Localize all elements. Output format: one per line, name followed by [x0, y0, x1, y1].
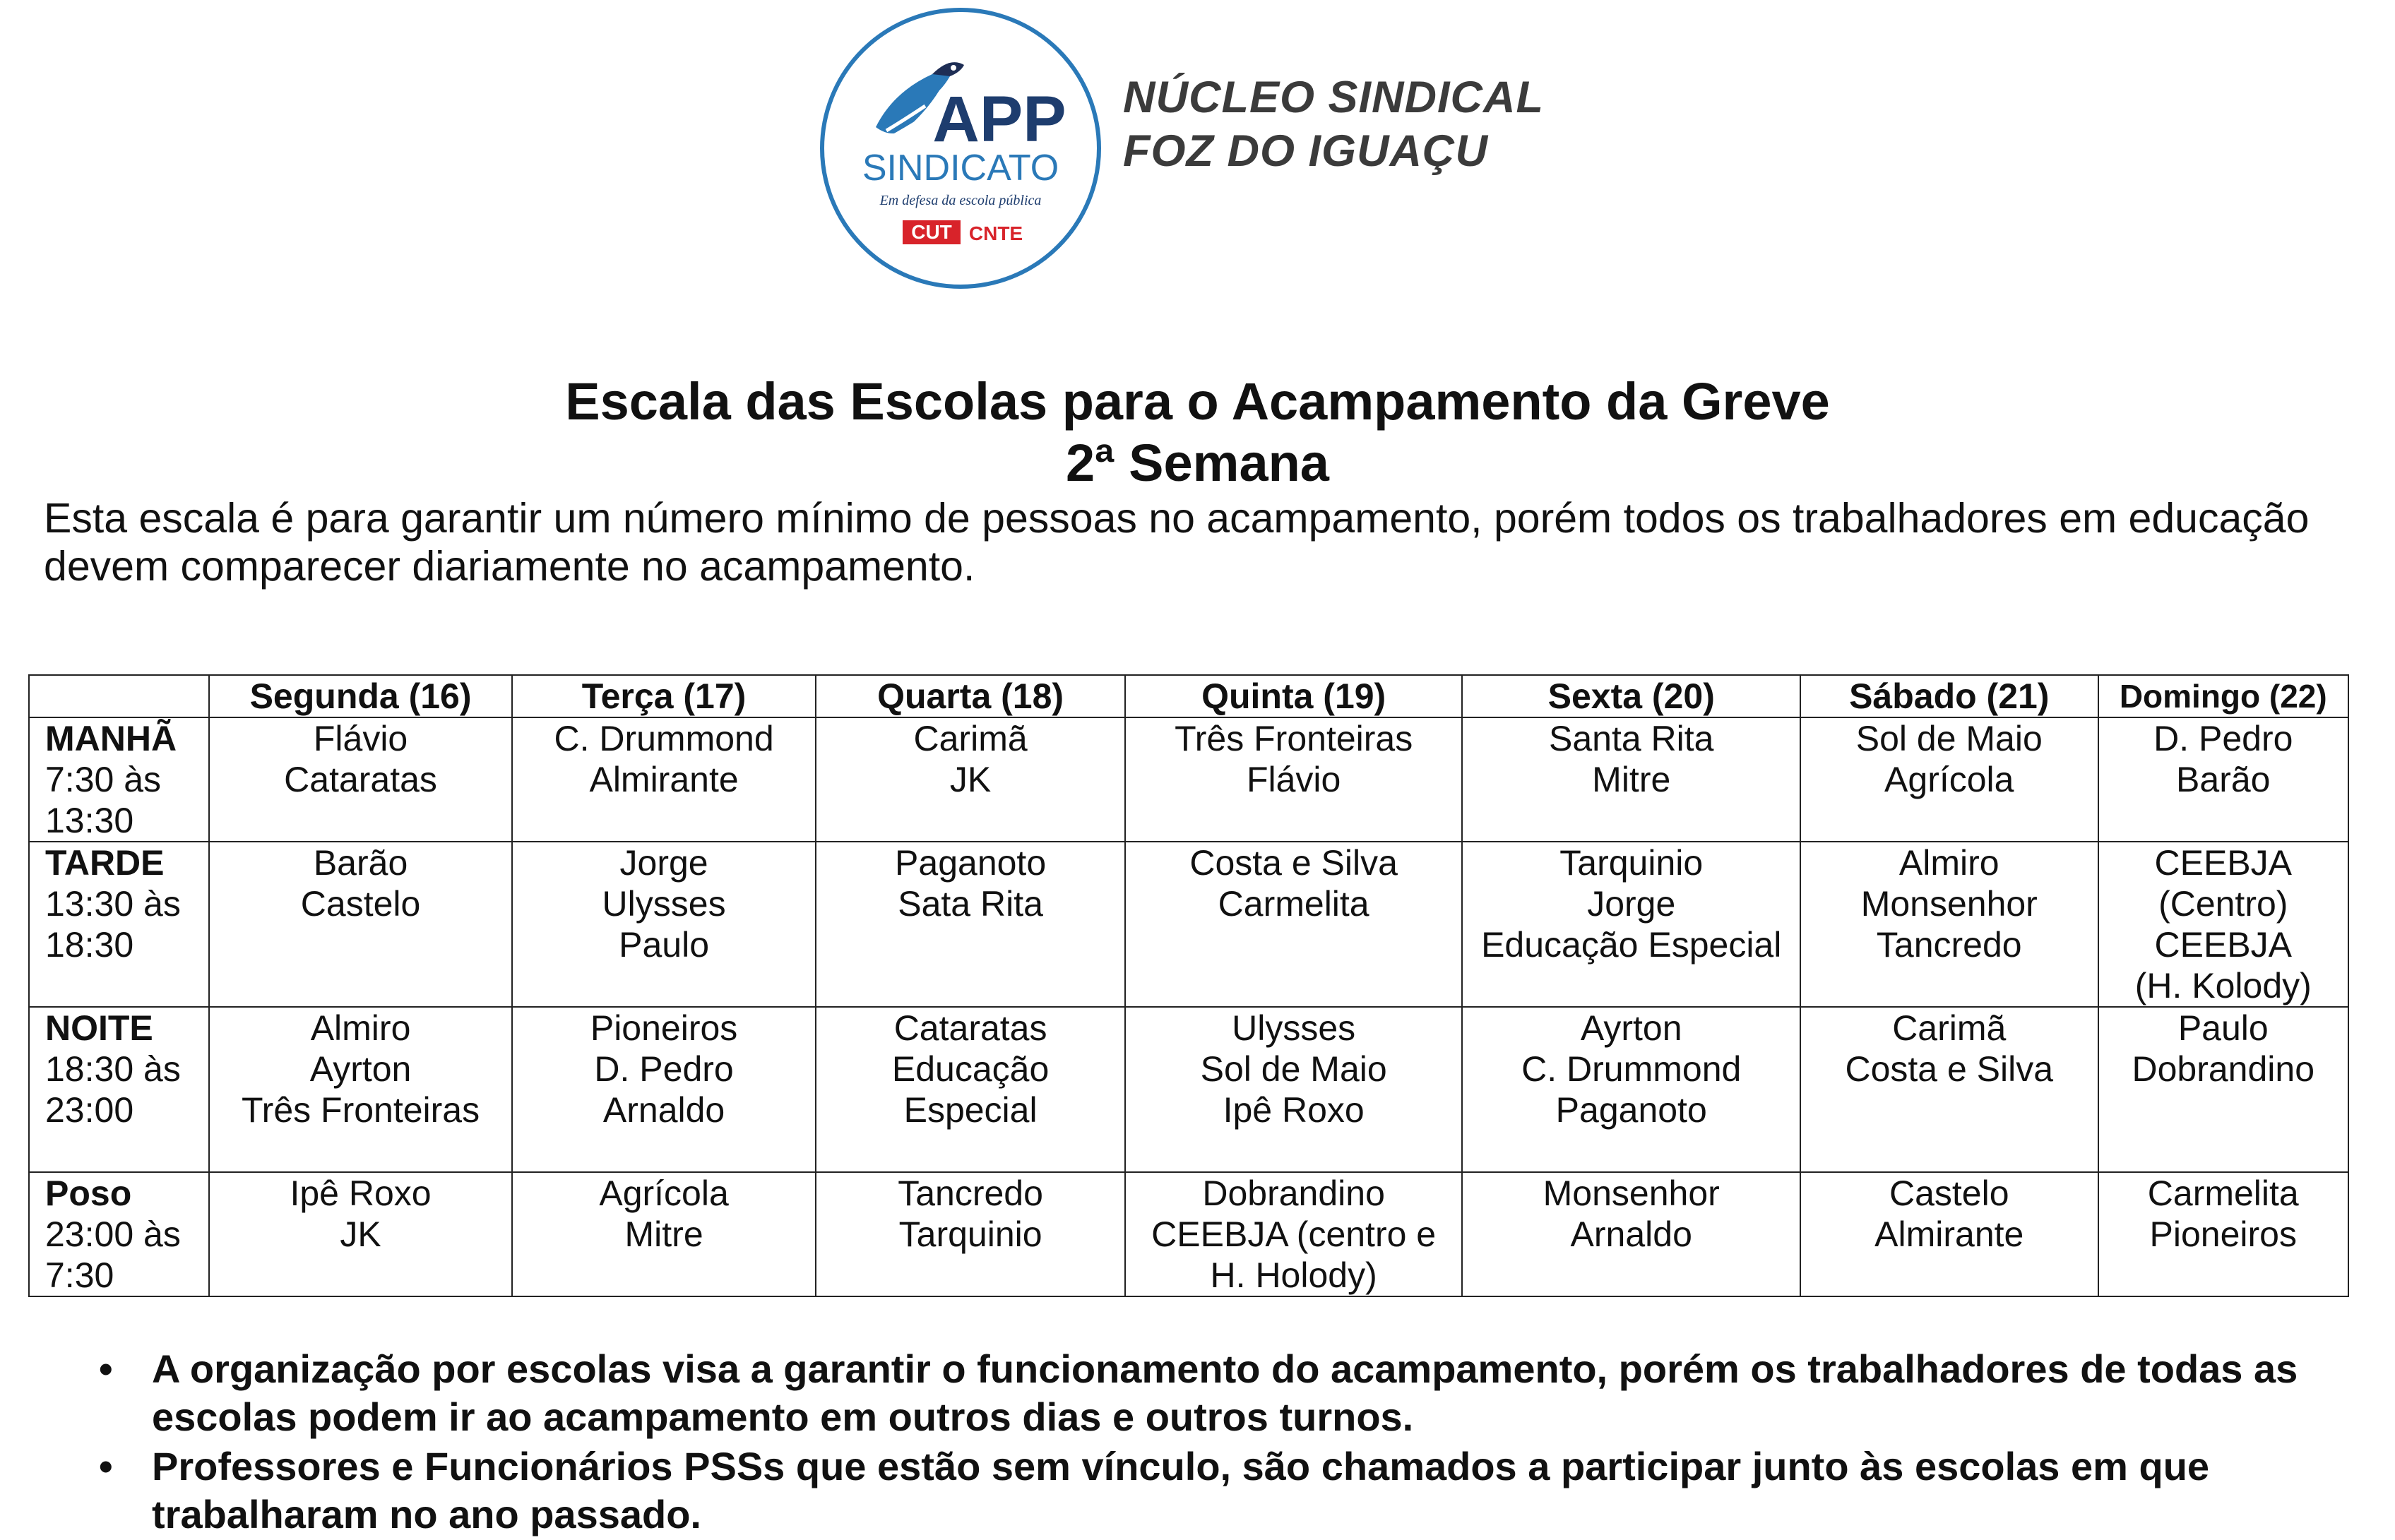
school-name: Almirante [1874, 1214, 2024, 1254]
schedule-cell [209, 842, 512, 1007]
shift-time: 7:30 [45, 1255, 114, 1295]
schedule-cell [816, 1007, 1125, 1172]
school-name: JK [949, 760, 992, 799]
schedule-cell [209, 1007, 512, 1172]
schedule-cell [209, 717, 512, 842]
cut-badge-text: CUT [911, 221, 952, 243]
day-header: Domingo (22) [2098, 675, 2348, 717]
list-item [99, 1443, 2359, 1539]
school-name: Sata Rita [898, 884, 1043, 924]
schedule-cell [2098, 1172, 2348, 1296]
note-text: Professores e Funcionários PSSs que estão sem vínculo, são chamados a participar junto às escolas em que trabalharam no ano passado. [152, 1444, 2210, 1536]
school-name: D. Pedro [2153, 719, 2293, 758]
schedule-cell [2098, 842, 2348, 1007]
school-name: Santa Rita [1548, 719, 1714, 758]
school-name: Barão [313, 843, 408, 883]
school-name: Ulysses [1232, 1008, 1356, 1048]
school-name: Flávio [1246, 760, 1341, 799]
shift-time: 18:30 [45, 925, 134, 965]
shift-name: NOITE [45, 1008, 153, 1048]
shift-cell [29, 842, 209, 1007]
day-header: Quinta (19) [1125, 675, 1463, 717]
school-name: Carimã [1892, 1008, 2007, 1048]
union-name [1123, 71, 1544, 178]
notes-list [99, 1345, 2359, 1540]
school-name: Educação [891, 1049, 1050, 1089]
shift-name: Poso [45, 1174, 132, 1213]
union-name-line1: NÚCLEO SINDICAL [1123, 73, 1544, 122]
school-name: JK [340, 1214, 381, 1254]
page-header [812, 0, 1589, 304]
school-name: Três Fronteiras [242, 1090, 480, 1130]
school-name: Tancredo [898, 1174, 1043, 1213]
school-name: Três Fronteiras [1175, 719, 1413, 758]
school-name: Castelo [1889, 1174, 2009, 1213]
school-name: Jorge [619, 843, 708, 883]
shift-time: 18:30 às [45, 1049, 181, 1089]
day-header: Segunda (16) [209, 675, 512, 717]
school-name: Mitre [1592, 760, 1671, 799]
school-name: Ipê Roxo [290, 1174, 432, 1213]
shift-time: 23:00 [45, 1090, 134, 1130]
school-name: D. Pedro [594, 1049, 734, 1089]
table-corner-cell [29, 675, 209, 717]
schedule-cell [1125, 1007, 1463, 1172]
logo-main-text: APP [932, 83, 1066, 155]
school-name: Almiro [310, 1008, 411, 1048]
schedule-cell [1462, 1172, 1800, 1296]
note-text: A organização por escolas visa a garantir o funcionamento do acampamento, porém os trabalhadores de todas as escolas podem ir ao acampamento em outros dias e outros turnos. [152, 1347, 2298, 1439]
schedule-cell [816, 842, 1125, 1007]
shift-cell [29, 1007, 209, 1172]
school-name: Flávio [313, 719, 408, 758]
schedule-cell [512, 717, 816, 842]
schedule-cell [512, 1007, 816, 1172]
logo-tagline: Em defesa da escola pública [879, 193, 1042, 208]
school-name: Pioneiros [2149, 1214, 2297, 1254]
school-name: Agrícola [1884, 760, 2014, 799]
shift-time: 7:30 às [45, 760, 162, 799]
day-header: Sábado (21) [1800, 675, 2098, 717]
table-row [29, 842, 2348, 1007]
school-name: CEEBJA [2154, 925, 2293, 965]
schedule-cell [1462, 1007, 1800, 1172]
school-name: Educação Especial [1481, 925, 1782, 965]
school-name: Almirante [589, 760, 739, 799]
school-name: Almiro [1898, 843, 1999, 883]
school-name: Cataratas [284, 760, 437, 799]
schedule-cell [816, 717, 1125, 842]
schedule-cell [1125, 717, 1463, 842]
school-name: Tarquinio [1559, 843, 1704, 883]
school-name: Monsenhor [1860, 884, 2038, 924]
school-name: Paganoto [895, 843, 1047, 883]
schedule-cell [1462, 842, 1800, 1007]
school-name: Carimã [913, 719, 1028, 758]
school-name: Ipê Roxo [1223, 1090, 1365, 1130]
schedule-cell [1800, 1007, 2098, 1172]
schedule-cell [2098, 1007, 2348, 1172]
school-name: Tancredo [1876, 925, 2022, 965]
shift-time: 13:30 [45, 801, 134, 840]
schedule-cell [816, 1172, 1125, 1296]
school-name: Monsenhor [1543, 1174, 1720, 1213]
school-name: C. Drummond [554, 719, 774, 758]
school-name: Paganoto [1555, 1090, 1707, 1130]
table-header-row [29, 675, 2348, 717]
intro-paragraph: Esta escala é para garantir um número mínimo de pessoas no acampamento, porém todos os trabalhadores em educação devem comparecer diariamente no acampamento. [44, 495, 2310, 590]
school-name: (H. Kolody) [2134, 966, 2312, 1005]
shift-time: 23:00 às [45, 1214, 181, 1254]
school-name: (Centro) [2158, 884, 2288, 924]
school-name: Arnaldo [1570, 1214, 1692, 1254]
cnte-badge-text: CNTE [968, 222, 1023, 244]
school-name: Carmelita [1218, 884, 1369, 924]
school-name: CEEBJA [2154, 843, 2293, 883]
page-subtitle: 2ª Semana [1066, 434, 1329, 492]
schedule-table [28, 674, 2349, 1297]
table-row [29, 1172, 2348, 1296]
schedule-cell [1125, 842, 1463, 1007]
school-name: Dobrandino [1202, 1174, 1385, 1213]
school-name: Tarquinio [898, 1214, 1042, 1254]
school-name: Paulo [2177, 1008, 2269, 1048]
shift-time: 13:30 às [45, 884, 181, 924]
school-name: Jorge [1587, 884, 1676, 924]
school-name: Ayrton [309, 1049, 412, 1089]
school-name: Barão [2176, 760, 2271, 799]
school-name: Costa e Silva [1189, 843, 1398, 883]
schedule-cell [512, 842, 816, 1007]
union-name-line2: FOZ DO IGUAÇU [1123, 126, 1488, 176]
school-name: Especial [903, 1090, 1038, 1130]
schedule-cell [1800, 1172, 2098, 1296]
list-item [99, 1345, 2359, 1441]
bullet-icon: • [99, 1444, 113, 1488]
school-name: Costa e Silva [1845, 1049, 2054, 1089]
day-header: Terça (17) [512, 675, 816, 717]
shift-name: TARDE [45, 843, 165, 883]
school-name: Carmelita [2147, 1174, 2299, 1213]
table-row [29, 717, 2348, 842]
school-name: Mitre [624, 1214, 703, 1254]
school-name: Sol de Maio [1855, 719, 2043, 758]
school-name: Ulysses [602, 884, 726, 924]
school-name: H. Holody) [1210, 1255, 1377, 1295]
schedule-cell [209, 1172, 512, 1296]
school-name: Paulo [619, 925, 710, 965]
schedule-cell [512, 1172, 816, 1296]
school-name: Dobrandino [2132, 1049, 2315, 1089]
school-name: Cataratas [893, 1008, 1047, 1048]
school-name: Sol de Maio [1200, 1049, 1387, 1089]
school-name: CEEBJA (centro e [1151, 1214, 1437, 1254]
shift-cell [29, 1172, 209, 1296]
school-name: C. Drummond [1521, 1049, 1742, 1089]
bullet-icon: • [99, 1347, 113, 1391]
day-header: Sexta (20) [1462, 675, 1800, 717]
page-title: Escala das Escolas para o Acampamento da Greve [565, 372, 1830, 431]
school-name: Pioneiros [590, 1008, 738, 1048]
schedule-cell [1125, 1172, 1463, 1296]
shift-name: MANHÃ [45, 719, 177, 758]
school-name: Ayrton [1580, 1008, 1682, 1048]
app-sindicato-logo [819, 7, 1102, 290]
schedule-cell [1462, 717, 1800, 842]
day-header: Quarta (18) [816, 675, 1125, 717]
schedule-cell [1800, 717, 2098, 842]
logo-sub-text: SINDICATO [862, 148, 1059, 189]
school-name: Agrícola [599, 1174, 729, 1213]
table-row [29, 1007, 2348, 1172]
school-name: Arnaldo [602, 1090, 725, 1130]
schedule-cell [2098, 717, 2348, 842]
school-name: Castelo [300, 884, 421, 924]
shift-cell [29, 717, 209, 842]
schedule-cell [1800, 842, 2098, 1007]
